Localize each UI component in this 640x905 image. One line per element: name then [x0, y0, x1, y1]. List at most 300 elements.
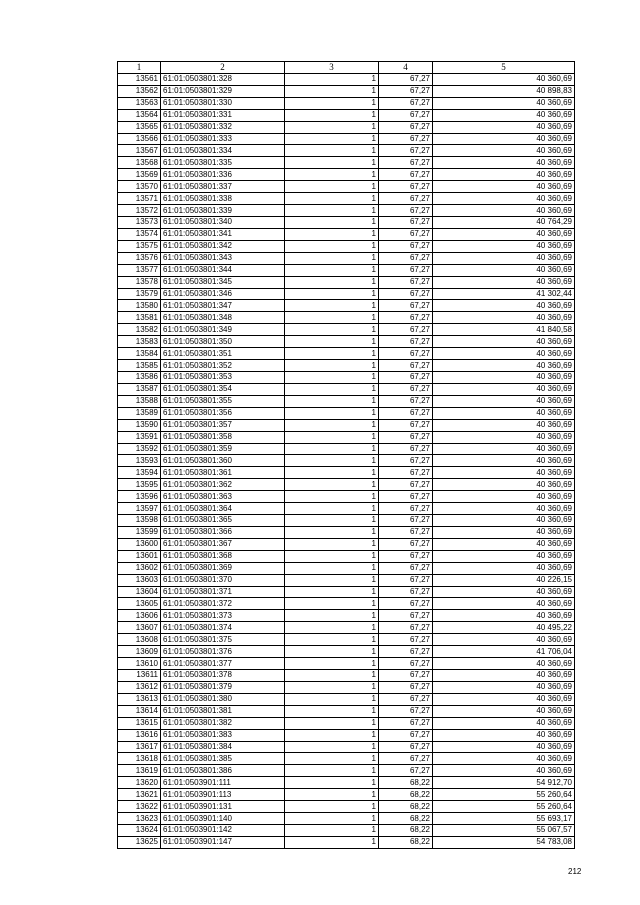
table-cell-col-5: 40 360,69 [433, 467, 575, 479]
table-cell-col-5: 40 360,69 [433, 491, 575, 503]
table-cell-col-2: 61:01:0503801:347 [161, 300, 285, 312]
table-cell-col-2: 61:01:0503801:365 [161, 515, 285, 527]
table-cell-col-5: 40 764,29 [433, 216, 575, 228]
table-cell-col-4: 67,27 [379, 455, 433, 467]
table-cell-col-2: 61:01:0503801:377 [161, 658, 285, 670]
table-cell-col-5: 40 226,15 [433, 574, 575, 586]
table-row [118, 288, 575, 300]
table-cell-col-4: 67,27 [379, 634, 433, 646]
table-cell-col-4: 67,27 [379, 610, 433, 622]
table-cell-col-3: 1 [285, 610, 379, 622]
table-cell-col-2: 61:01:0503801:374 [161, 622, 285, 634]
table-cell-col-1: 13590 [118, 419, 161, 431]
table-cell-col-4: 67,27 [379, 598, 433, 610]
table-cell-col-2: 61:01:0503801:354 [161, 383, 285, 395]
table-cell-col-3: 1 [285, 634, 379, 646]
table-cell-col-2: 61:01:0503801:335 [161, 157, 285, 169]
table-cell-col-3: 1 [285, 371, 379, 383]
table-row [118, 646, 575, 658]
table-cell-col-3: 1 [285, 133, 379, 145]
table-cell-col-5: 40 360,69 [433, 538, 575, 550]
table-cell-col-1: 13624 [118, 825, 161, 837]
table-cell-col-2: 61:01:0503801:358 [161, 431, 285, 443]
table-cell-col-4: 67,27 [379, 121, 433, 133]
table-cell-col-5: 40 360,69 [433, 348, 575, 360]
table-cell-col-5: 40 360,69 [433, 169, 575, 181]
table-row [118, 97, 575, 109]
table-cell-col-1: 13566 [118, 133, 161, 145]
table-cell-col-4: 67,27 [379, 169, 433, 181]
table-row [118, 503, 575, 515]
table-cell-col-3: 1 [285, 336, 379, 348]
table-cell-col-3: 1 [285, 109, 379, 121]
table-cell-col-5: 40 360,69 [433, 717, 575, 729]
column-header-2: 2 [161, 62, 285, 74]
table-cell-col-1: 13569 [118, 169, 161, 181]
table-cell-col-5: 55 693,17 [433, 813, 575, 825]
table-cell-col-4: 67,27 [379, 526, 433, 538]
table-cell-col-4: 68,22 [379, 801, 433, 813]
table-cell-col-1: 13574 [118, 228, 161, 240]
table-cell-col-4: 67,27 [379, 360, 433, 372]
table-cell-col-2: 61:01:0503901:131 [161, 801, 285, 813]
table-cell-col-2: 61:01:0503801:338 [161, 193, 285, 205]
table-row [118, 598, 575, 610]
table-row [118, 801, 575, 813]
table-cell-col-4: 67,27 [379, 73, 433, 85]
table-cell-col-3: 1 [285, 491, 379, 503]
table-cell-col-3: 1 [285, 813, 379, 825]
table-row [118, 228, 575, 240]
table-row [118, 216, 575, 228]
table-cell-col-2: 61:01:0503801:336 [161, 169, 285, 181]
table-cell-col-2: 61:01:0503801:356 [161, 407, 285, 419]
table-cell-col-1: 13620 [118, 777, 161, 789]
table-cell-col-5: 40 360,69 [433, 193, 575, 205]
table-row [118, 300, 575, 312]
table-cell-col-4: 67,27 [379, 562, 433, 574]
table-cell-col-4: 67,27 [379, 586, 433, 598]
table-cell-col-2: 61:01:0503801:373 [161, 610, 285, 622]
table-cell-col-5: 40 360,69 [433, 741, 575, 753]
table-cell-col-1: 13615 [118, 717, 161, 729]
table-cell-col-1: 13612 [118, 681, 161, 693]
table-cell-col-5: 40 360,69 [433, 598, 575, 610]
table-cell-col-5: 40 360,69 [433, 681, 575, 693]
table-cell-col-1: 13605 [118, 598, 161, 610]
table-cell-col-4: 67,27 [379, 443, 433, 455]
table-cell-col-3: 1 [285, 741, 379, 753]
table-cell-col-4: 67,27 [379, 622, 433, 634]
table-cell-col-1: 13570 [118, 181, 161, 193]
table-cell-col-2: 61:01:0503801:379 [161, 681, 285, 693]
table-cell-col-5: 40 360,69 [433, 407, 575, 419]
table-cell-col-3: 1 [285, 753, 379, 765]
table-cell-col-5: 40 360,69 [433, 145, 575, 157]
table-row [118, 205, 575, 217]
table-cell-col-2: 61:01:0503801:386 [161, 765, 285, 777]
table-cell-col-2: 61:01:0503801:384 [161, 741, 285, 753]
table-cell-col-2: 61:01:0503801:339 [161, 205, 285, 217]
table-cell-col-2: 61:01:0503801:355 [161, 395, 285, 407]
table-cell-col-4: 67,27 [379, 407, 433, 419]
table-cell-col-4: 67,27 [379, 717, 433, 729]
table-cell-col-2: 61:01:0503801:367 [161, 538, 285, 550]
table-row [118, 562, 575, 574]
table-row [118, 276, 575, 288]
table-cell-col-1: 13616 [118, 729, 161, 741]
table-cell-col-3: 1 [285, 169, 379, 181]
table-cell-col-5: 40 360,69 [433, 753, 575, 765]
table-cell-col-3: 1 [285, 145, 379, 157]
table-cell-col-1: 13577 [118, 264, 161, 276]
table-cell-col-3: 1 [285, 324, 379, 336]
table-cell-col-1: 13586 [118, 371, 161, 383]
table-cell-col-4: 67,27 [379, 97, 433, 109]
table-cell-col-3: 1 [285, 216, 379, 228]
table-cell-col-5: 54 912,70 [433, 777, 575, 789]
table-cell-col-1: 13610 [118, 658, 161, 670]
table-cell-col-2: 61:01:0503801:366 [161, 526, 285, 538]
table-cell-col-2: 61:01:0503801:382 [161, 717, 285, 729]
table-cell-col-4: 67,27 [379, 181, 433, 193]
column-header-5: 5 [433, 62, 575, 74]
table-row [118, 586, 575, 598]
table-cell-col-5: 40 360,69 [433, 526, 575, 538]
table-cell-col-3: 1 [285, 789, 379, 801]
table-cell-col-2: 61:01:0503801:371 [161, 586, 285, 598]
table-cell-col-5: 40 360,69 [433, 252, 575, 264]
table-row [118, 622, 575, 634]
table-cell-col-3: 1 [285, 717, 379, 729]
table-cell-col-3: 1 [285, 264, 379, 276]
column-header-4: 4 [379, 62, 433, 74]
column-header-1: 1 [118, 62, 161, 74]
table-cell-col-2: 61:01:0503801:363 [161, 491, 285, 503]
table-cell-col-3: 1 [285, 801, 379, 813]
table-row [118, 133, 575, 145]
table-cell-col-4: 67,27 [379, 193, 433, 205]
table-cell-col-3: 1 [285, 586, 379, 598]
table-cell-col-1: 13562 [118, 85, 161, 97]
table-cell-col-4: 68,22 [379, 789, 433, 801]
table-cell-col-2: 61:01:0503801:364 [161, 503, 285, 515]
table-cell-col-3: 1 [285, 765, 379, 777]
table-cell-col-5: 40 360,69 [433, 336, 575, 348]
table-cell-col-1: 13609 [118, 646, 161, 658]
table-cell-col-5: 40 360,69 [433, 658, 575, 670]
table-cell-col-1: 13608 [118, 634, 161, 646]
table-cell-col-3: 1 [285, 348, 379, 360]
table-cell-col-2: 61:01:0503801:341 [161, 228, 285, 240]
table-cell-col-2: 61:01:0503801:385 [161, 753, 285, 765]
table-cell-col-4: 67,27 [379, 467, 433, 479]
table-cell-col-3: 1 [285, 455, 379, 467]
table-cell-col-4: 67,27 [379, 264, 433, 276]
table-cell-col-3: 1 [285, 503, 379, 515]
table-cell-col-1: 13588 [118, 395, 161, 407]
table-row [118, 550, 575, 562]
table-cell-col-5: 40 360,69 [433, 395, 575, 407]
table-row [118, 443, 575, 455]
table-cell-col-2: 61:01:0503801:350 [161, 336, 285, 348]
table-cell-col-1: 13561 [118, 73, 161, 85]
table-cell-col-3: 1 [285, 526, 379, 538]
table-row [118, 538, 575, 550]
column-header-3: 3 [285, 62, 379, 74]
table-cell-col-2: 61:01:0503801:369 [161, 562, 285, 574]
table-cell-col-4: 67,27 [379, 300, 433, 312]
table-row [118, 264, 575, 276]
table-cell-col-1: 13587 [118, 383, 161, 395]
table-cell-col-1: 13576 [118, 252, 161, 264]
table-cell-col-1: 13564 [118, 109, 161, 121]
table-cell-col-3: 1 [285, 288, 379, 300]
table-row [118, 383, 575, 395]
table-cell-col-2: 61:01:0503801:372 [161, 598, 285, 610]
table-cell-col-1: 13565 [118, 121, 161, 133]
table-cell-col-1: 13596 [118, 491, 161, 503]
table-cell-col-4: 67,27 [379, 252, 433, 264]
table-row [118, 658, 575, 670]
table-cell-col-2: 61:01:0503901:142 [161, 825, 285, 837]
table-cell-col-1: 13568 [118, 157, 161, 169]
table-row [118, 836, 575, 848]
table-row [118, 419, 575, 431]
table-cell-col-1: 13578 [118, 276, 161, 288]
table-row [118, 145, 575, 157]
table-row [118, 193, 575, 205]
table-cell-col-3: 1 [285, 777, 379, 789]
table-cell-col-4: 67,27 [379, 157, 433, 169]
table-row [118, 169, 575, 181]
table-cell-col-5: 40 360,69 [433, 73, 575, 85]
table-cell-col-4: 67,27 [379, 515, 433, 527]
table-cell-col-3: 1 [285, 360, 379, 372]
table-cell-col-1: 13618 [118, 753, 161, 765]
table-cell-col-5: 55 067,57 [433, 825, 575, 837]
table-cell-col-4: 67,27 [379, 371, 433, 383]
table-cell-col-1: 13567 [118, 145, 161, 157]
table-row [118, 479, 575, 491]
table-cell-col-5: 40 360,69 [433, 550, 575, 562]
table-cell-col-3: 1 [285, 622, 379, 634]
table-cell-col-5: 40 360,69 [433, 228, 575, 240]
table-row [118, 336, 575, 348]
table-cell-col-4: 67,27 [379, 670, 433, 682]
table-cell-col-2: 61:01:0503801:348 [161, 312, 285, 324]
table-cell-col-3: 1 [285, 681, 379, 693]
table-cell-col-5: 54 783,08 [433, 836, 575, 848]
table-cell-col-1: 13604 [118, 586, 161, 598]
table-row [118, 360, 575, 372]
table-row [118, 610, 575, 622]
table-cell-col-5: 40 360,69 [433, 133, 575, 145]
table-cell-col-2: 61:01:0503801:329 [161, 85, 285, 97]
table-cell-col-1: 13595 [118, 479, 161, 491]
table-cell-col-5: 40 360,69 [433, 729, 575, 741]
table-cell-col-1: 13571 [118, 193, 161, 205]
table-cell-col-3: 1 [285, 479, 379, 491]
table-cell-col-3: 1 [285, 729, 379, 741]
table-cell-col-5: 40 360,69 [433, 121, 575, 133]
table-cell-col-1: 13598 [118, 515, 161, 527]
table-row [118, 693, 575, 705]
table-row [118, 240, 575, 252]
page-number: 212 [568, 867, 582, 876]
table-cell-col-2: 61:01:0503801:346 [161, 288, 285, 300]
table-cell-col-1: 13622 [118, 801, 161, 813]
table-cell-col-5: 40 360,69 [433, 765, 575, 777]
table-cell-col-3: 1 [285, 193, 379, 205]
table-cell-col-3: 1 [285, 419, 379, 431]
table-cell-col-4: 67,27 [379, 324, 433, 336]
table-cell-col-2: 61:01:0503801:333 [161, 133, 285, 145]
table-row [118, 681, 575, 693]
table-cell-col-3: 1 [285, 515, 379, 527]
table-cell-col-5: 40 360,69 [433, 300, 575, 312]
table-row [118, 348, 575, 360]
table-cell-col-4: 67,27 [379, 240, 433, 252]
table-cell-col-2: 61:01:0503801:340 [161, 216, 285, 228]
table-cell-col-2: 61:01:0503801:342 [161, 240, 285, 252]
table-cell-col-5: 40 360,69 [433, 360, 575, 372]
table-cell-col-3: 1 [285, 276, 379, 288]
table-cell-col-5: 40 360,69 [433, 109, 575, 121]
table-cell-col-1: 13579 [118, 288, 161, 300]
table-cell-col-3: 1 [285, 562, 379, 574]
table-cell-col-4: 67,27 [379, 550, 433, 562]
table-cell-col-5: 40 360,69 [433, 181, 575, 193]
table-cell-col-2: 61:01:0503801:349 [161, 324, 285, 336]
table-row [118, 789, 575, 801]
table-row [118, 491, 575, 503]
table-cell-col-2: 61:01:0503801:343 [161, 252, 285, 264]
table-cell-col-4: 68,22 [379, 813, 433, 825]
table-row [118, 85, 575, 97]
table-cell-col-1: 13625 [118, 836, 161, 848]
table-cell-col-1: 13617 [118, 741, 161, 753]
table-cell-col-4: 67,27 [379, 491, 433, 503]
table-cell-col-4: 67,27 [379, 658, 433, 670]
table-cell-col-1: 13585 [118, 360, 161, 372]
table-row [118, 395, 575, 407]
table-cell-col-3: 1 [285, 825, 379, 837]
table-cell-col-2: 61:01:0503801:357 [161, 419, 285, 431]
table-cell-col-5: 40 360,69 [433, 586, 575, 598]
table-row [118, 407, 575, 419]
table-cell-col-4: 67,27 [379, 538, 433, 550]
table-row [118, 157, 575, 169]
table-cell-col-2: 61:01:0503801:331 [161, 109, 285, 121]
table-cell-col-1: 13580 [118, 300, 161, 312]
table-cell-col-2: 61:01:0503801:328 [161, 73, 285, 85]
table-cell-col-4: 67,27 [379, 646, 433, 658]
table-cell-col-4: 67,27 [379, 479, 433, 491]
table-cell-col-4: 67,27 [379, 419, 433, 431]
table-cell-col-4: 68,22 [379, 836, 433, 848]
table-cell-col-1: 13563 [118, 97, 161, 109]
table-cell-col-4: 67,27 [379, 705, 433, 717]
table-cell-col-2: 61:01:0503801:378 [161, 670, 285, 682]
table-cell-col-2: 61:01:0503801:380 [161, 693, 285, 705]
table-cell-col-3: 1 [285, 383, 379, 395]
table-cell-col-5: 40 360,69 [433, 515, 575, 527]
table-cell-col-3: 1 [285, 157, 379, 169]
table-cell-col-5: 40 495,22 [433, 622, 575, 634]
table-row [118, 515, 575, 527]
table-cell-col-2: 61:01:0503901:111 [161, 777, 285, 789]
table-cell-col-4: 67,27 [379, 85, 433, 97]
table-cell-col-4: 67,27 [379, 753, 433, 765]
table-cell-col-1: 13600 [118, 538, 161, 550]
table-cell-col-2: 61:01:0503801:368 [161, 550, 285, 562]
table-cell-col-5: 40 360,69 [433, 419, 575, 431]
table-cell-col-3: 1 [285, 670, 379, 682]
table-row [118, 705, 575, 717]
table-cell-col-4: 67,27 [379, 431, 433, 443]
table-cell-col-2: 61:01:0503801:345 [161, 276, 285, 288]
table-cell-col-3: 1 [285, 443, 379, 455]
table-cell-col-5: 40 360,69 [433, 693, 575, 705]
table-cell-col-1: 13599 [118, 526, 161, 538]
table-cell-col-1: 13621 [118, 789, 161, 801]
table-cell-col-3: 1 [285, 395, 379, 407]
table-cell-col-2: 61:01:0503801:360 [161, 455, 285, 467]
table-cell-col-2: 61:01:0503901:147 [161, 836, 285, 848]
table-cell-col-3: 1 [285, 598, 379, 610]
table-cell-col-1: 13602 [118, 562, 161, 574]
table-cell-col-1: 13573 [118, 216, 161, 228]
table-cell-col-3: 1 [285, 693, 379, 705]
table-cell-col-4: 67,27 [379, 205, 433, 217]
table-cell-col-4: 67,27 [379, 765, 433, 777]
table-cell-col-1: 13582 [118, 324, 161, 336]
table-cell-col-4: 67,27 [379, 216, 433, 228]
table-body [118, 73, 575, 848]
table-row [118, 121, 575, 133]
table-row [118, 312, 575, 324]
table-cell-col-5: 40 360,69 [433, 276, 575, 288]
table-cell-col-5: 40 360,69 [433, 205, 575, 217]
table-cell-col-2: 61:01:0503801:330 [161, 97, 285, 109]
table-cell-col-5: 40 360,69 [433, 371, 575, 383]
table-cell-col-2: 61:01:0503801:381 [161, 705, 285, 717]
table-cell-col-5: 40 360,69 [433, 503, 575, 515]
table-cell-col-5: 40 360,69 [433, 562, 575, 574]
table-cell-col-2: 61:01:0503801:362 [161, 479, 285, 491]
table-cell-col-3: 1 [285, 646, 379, 658]
table-cell-col-2: 61:01:0503801:353 [161, 371, 285, 383]
table-cell-col-1: 13607 [118, 622, 161, 634]
table-row [118, 252, 575, 264]
table-cell-col-4: 67,27 [379, 228, 433, 240]
table-cell-col-5: 41 840,58 [433, 324, 575, 336]
table-cell-col-4: 67,27 [379, 729, 433, 741]
table-row [118, 717, 575, 729]
table-cell-col-1: 13601 [118, 550, 161, 562]
table-row [118, 526, 575, 538]
table-cell-col-1: 13581 [118, 312, 161, 324]
table-cell-col-5: 40 360,69 [433, 443, 575, 455]
table-cell-col-5: 40 360,69 [433, 455, 575, 467]
table-cell-col-1: 13623 [118, 813, 161, 825]
table-cell-col-5: 40 360,69 [433, 610, 575, 622]
table-cell-col-5: 40 360,69 [433, 670, 575, 682]
table-cell-col-1: 13613 [118, 693, 161, 705]
table-cell-col-4: 67,27 [379, 503, 433, 515]
table-cell-col-5: 40 360,69 [433, 479, 575, 491]
